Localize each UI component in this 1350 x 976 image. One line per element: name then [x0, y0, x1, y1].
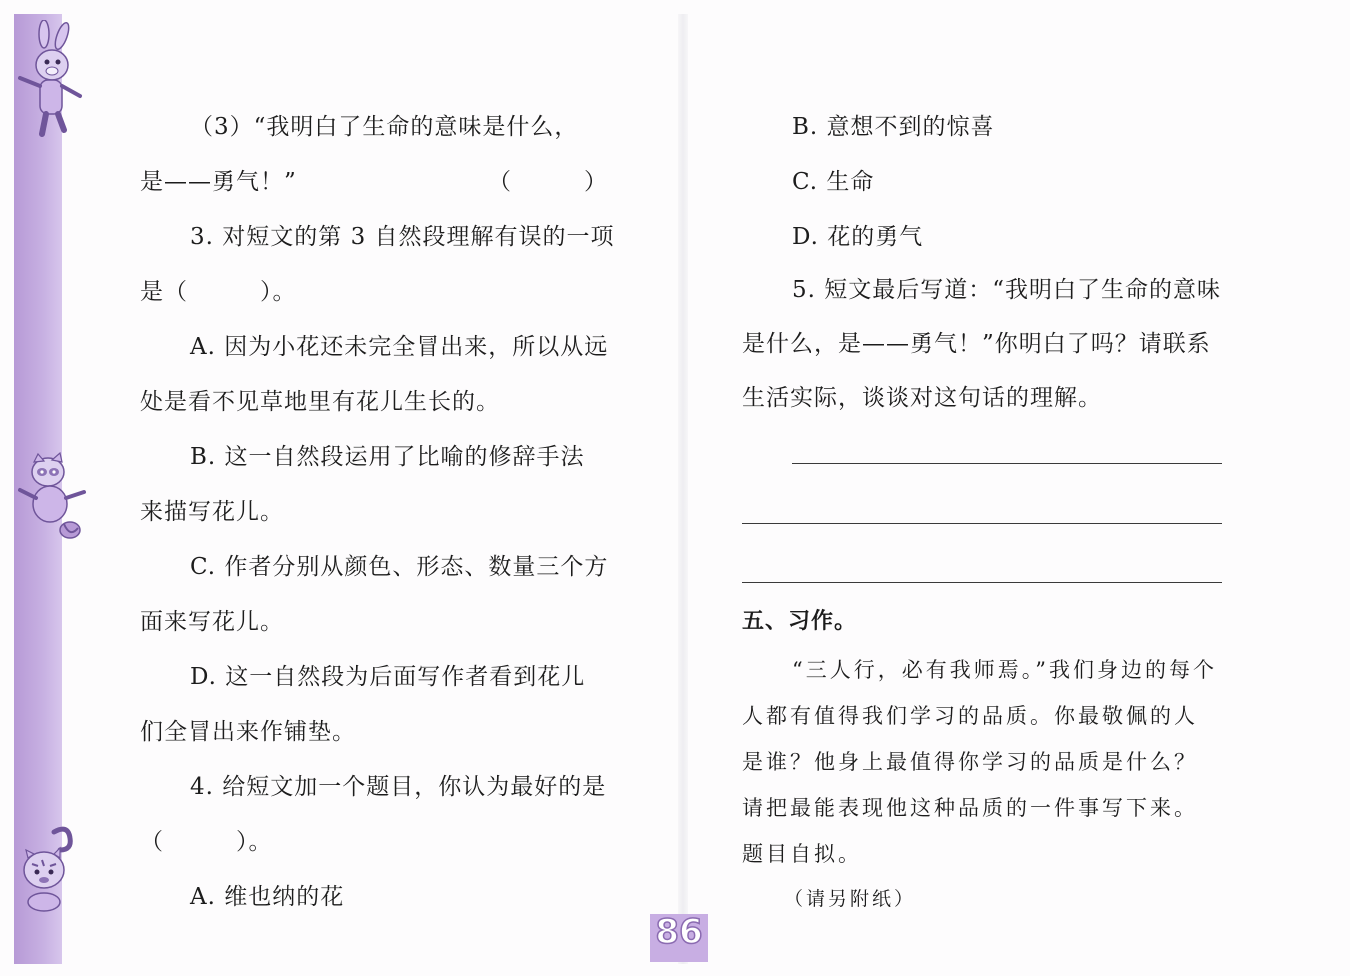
question-3-line-2: 是（ ）。 — [140, 279, 297, 305]
answer-line-1[interactable] — [792, 463, 1222, 464]
section-5-heading: 五、习作。 — [742, 608, 858, 634]
answer-line-3[interactable] — [742, 582, 1222, 583]
question-4-option-a: A. 维也纳的花 — [190, 884, 345, 910]
question-2-item-3-answer-blank[interactable]: （ ） — [488, 169, 608, 195]
page-number: 86 — [655, 912, 703, 952]
question-3-option-a-line-1: A. 因为小花还未完全冒出来，所以从远 — [190, 334, 609, 360]
book-gutter — [678, 14, 688, 964]
essay-note: （请另附纸） — [784, 888, 917, 910]
essay-prompt-line-2: 人都有值得我们学习的品质。你最敬佩的人 — [742, 704, 1198, 728]
essay-prompt-line-1: “三人行，必有我师焉。”我们身边的每个 — [792, 658, 1217, 682]
question-3-line-1: 3. 对短文的第 3 自然段理解有误的一项 — [190, 224, 615, 250]
essay-prompt-line-4: 请把最能表现他这种品质的一件事写下来。 — [742, 796, 1198, 820]
question-3-option-d-line-1: D. 这一自然段为后面写作者看到花儿 — [190, 664, 586, 690]
question-4-option-d: D. 花的勇气 — [792, 224, 924, 250]
raccoon-mascot-icon — [14, 452, 90, 544]
question-3-option-a-line-2: 处是看不见草地里有花儿生长的。 — [140, 389, 500, 415]
question-4-option-c: C. 生命 — [792, 169, 875, 195]
question-3-option-c-line-1: C. 作者分别从颜色、形态、数量三个方 — [190, 554, 609, 580]
question-5-line-1: 5. 短文最后写道：“我明白了生命的意味 — [792, 277, 1222, 303]
essay-prompt-line-3: 是谁？他身上最值得你学习的品质是什么？ — [742, 750, 1198, 774]
answer-line-2[interactable] — [742, 523, 1222, 524]
question-4-line-2: （ ）。 — [140, 829, 273, 855]
question-2-item-3-line-1: （3）“我明白了生命的意味是什么， — [190, 114, 579, 140]
question-4-line-1: 4. 给短文加一个题目，你认为最好的是 — [190, 774, 607, 800]
question-4-option-b: B. 意想不到的惊喜 — [792, 114, 995, 140]
question-5-line-3: 生活实际，谈谈对这句话的理解。 — [742, 385, 1102, 411]
question-2-item-3-line-2: 是——勇气！” — [140, 169, 297, 195]
question-3-option-b-line-2: 来描写花儿。 — [140, 499, 284, 525]
question-3-option-b-line-1: B. 这一自然段运用了比喻的修辞手法 — [190, 444, 585, 470]
question-5-line-2: 是什么，是——勇气！”你明白了吗？请联系 — [742, 331, 1211, 357]
question-3-option-d-line-2: 们全冒出来作铺垫。 — [140, 719, 356, 745]
essay-prompt-line-5: 题目自拟。 — [742, 842, 862, 866]
rabbit-mascot-icon — [14, 20, 88, 140]
tiger-mascot-icon — [14, 820, 78, 912]
question-3-option-c-line-2: 面来写花儿。 — [140, 609, 284, 635]
